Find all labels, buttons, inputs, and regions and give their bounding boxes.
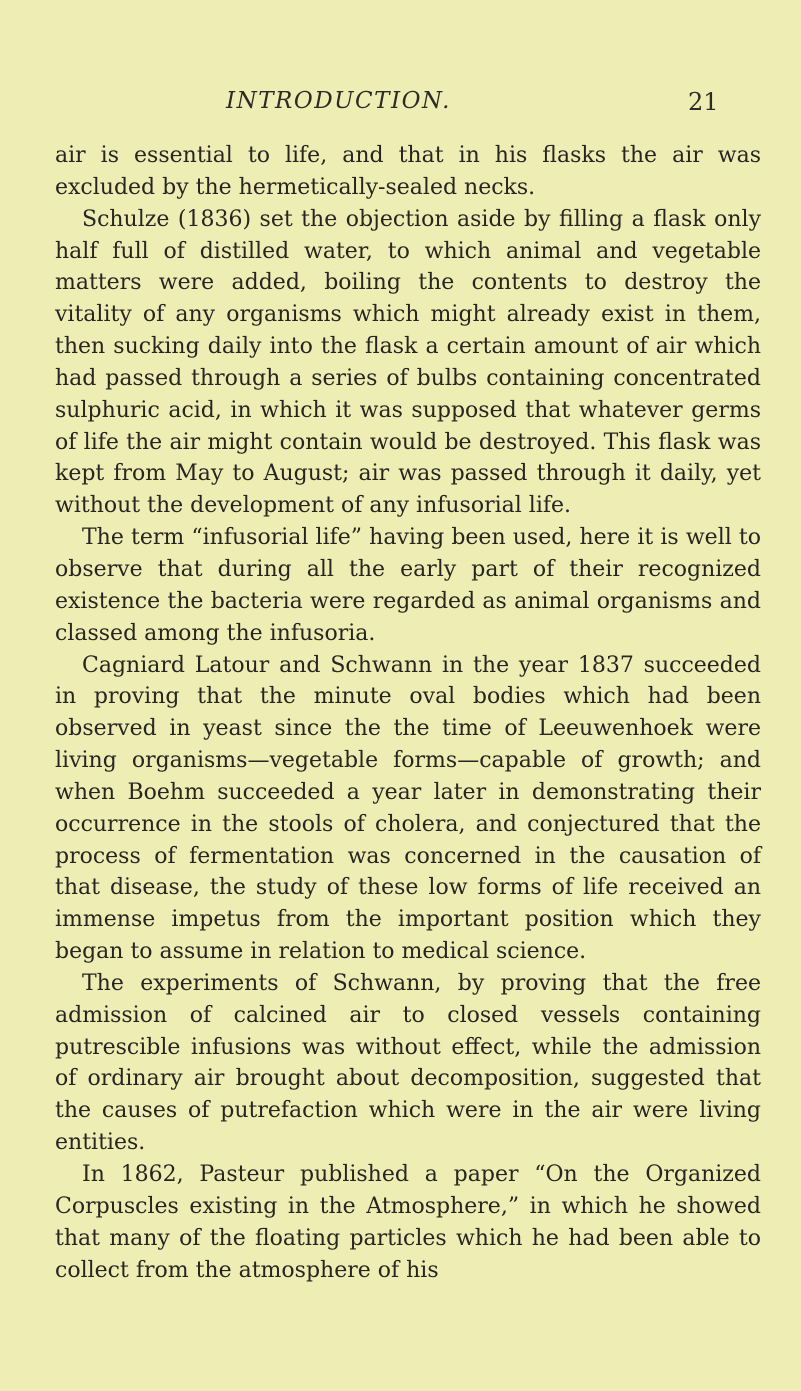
paragraph-schwann-experiments: The experiments of Schwann, by proving that the free admission of calcined air to closed vessels containing putrescible infusions was without effect, while the admission of ordinary air brought about decomposition, suggested that the causes of putrefaction which were in the air were living entities. — [55, 970, 761, 1156]
paragraph-pasteur: In 1862, Pasteur published a paper “On the Organized Corpuscles existing in the Atmosphere,” in which he showed that many of the floating particles which he had been able to collect from the atmosphere of his — [55, 1162, 761, 1283]
running-title: INTRODUCTION. — [226, 88, 451, 114]
paragraph-latour-schwann: Cagniard Latour and Schwann in the year 1837 succeeded in proving that the minute oval bodies which had been observed in yeast since the the time of Leeuwenhoek were living organisms—vegetable forms—capable of growth; and when Boehm succeeded a year later in demonstrating their occurrence in the stools of cholera, and conjectured that the process of fermentation was concerned in the causation of that disease, the study of these low forms of life received an immense impetus from the important position which they began to assume in relation to medical science. — [55, 652, 761, 965]
page-number: 21 — [688, 88, 719, 116]
paragraph-schulze: Schulze (1836) set the objection aside by filling a flask only half full of distilled water, to which animal and vegetable matters were added, boiling the contents to destroy the vitality of any organisms which might already exist in them, then sucking daily into the flask a certain amount of air which had passed through a series of bulbs containing concentrated sulphuric acid, in which it was supposed that whatever germs of life the air might contain would be destroyed. This flask was kept from May to August; air was passed through it daily, yet without the development of any infusorial life. — [55, 206, 761, 519]
paragraph-continuation: air is essential to life, and that in his flasks the air was excluded by the hermetically-sealed necks. — [55, 143, 761, 200]
running-head — [0, 88, 801, 128]
body-text — [55, 140, 761, 1286]
paragraph-infusorial-life: The term “infusorial life” having been used, here it is well to observe that during all the early part of their recognized existence the bacteria were regarded as animal organisms and classed among the infusoria. — [55, 525, 761, 646]
